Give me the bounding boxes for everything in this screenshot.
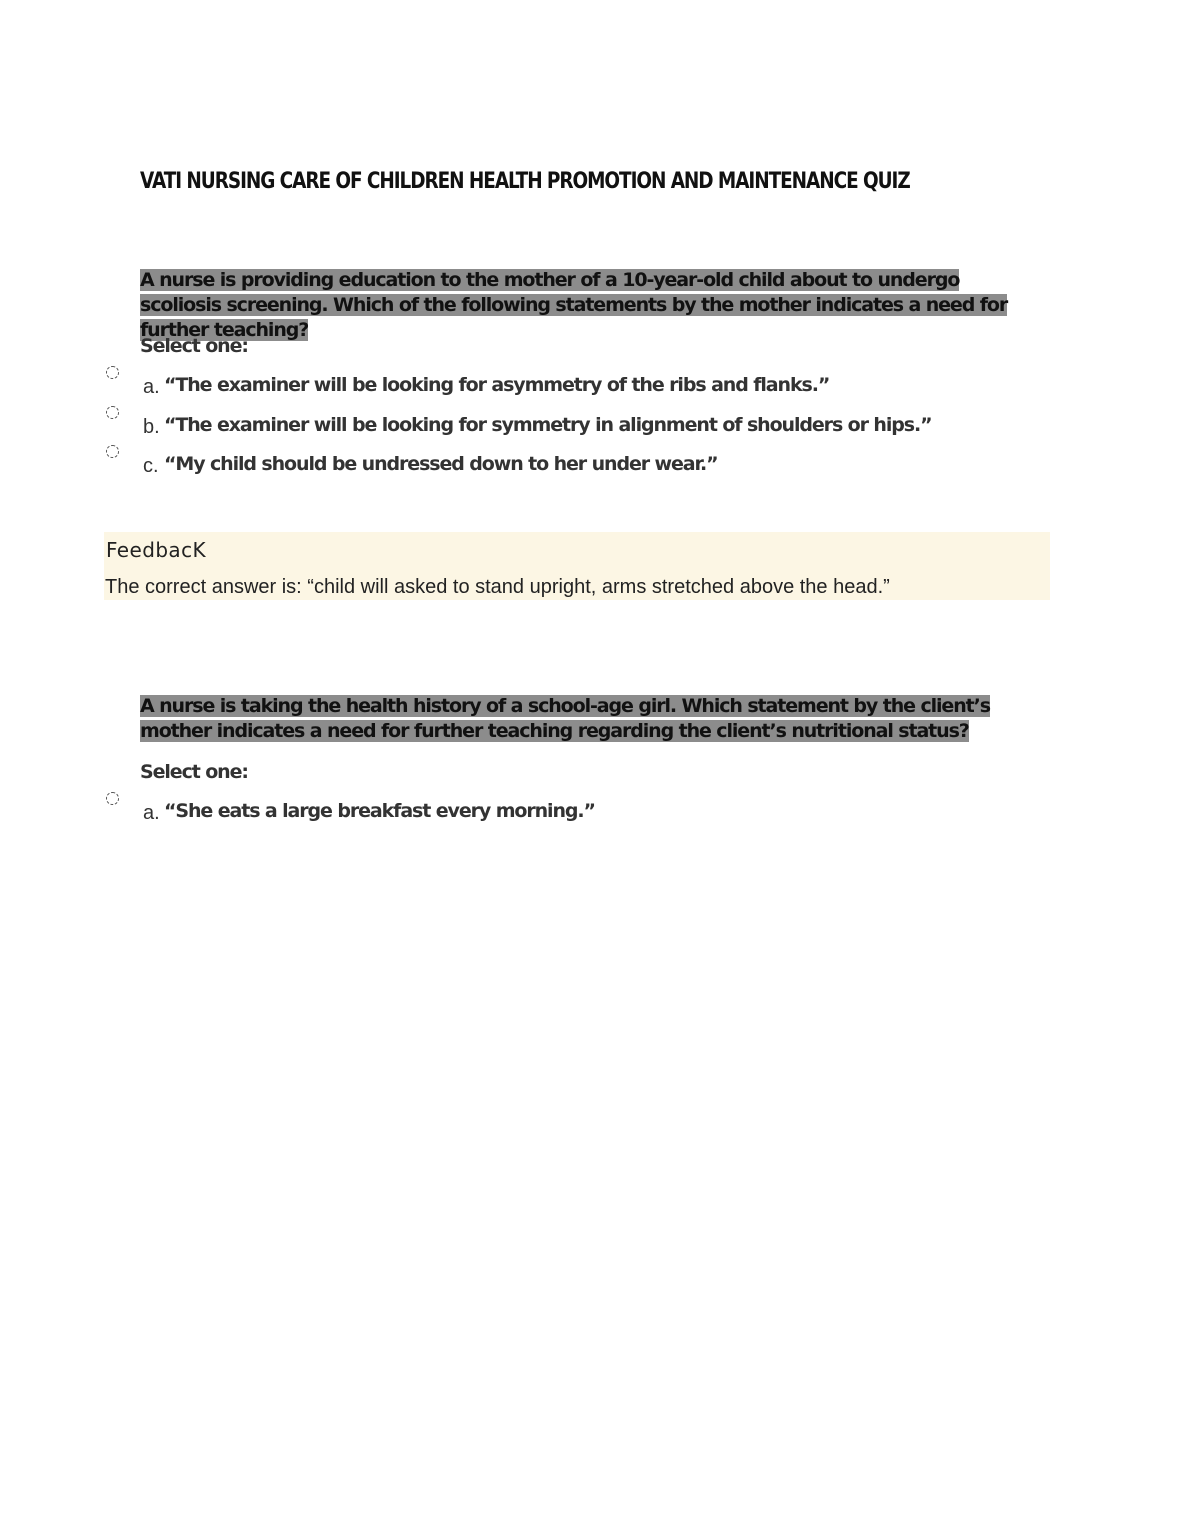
radio-unchecked-icon[interactable]	[106, 366, 119, 379]
document-title: VATI NURSING CARE OF CHILDREN HEALTH PROMOTION AND MAINTENANCE QUIZ	[140, 168, 910, 194]
feedback-panel	[104, 532, 1050, 600]
radio-unchecked-icon[interactable]	[106, 445, 119, 458]
option-letter: b.	[143, 416, 160, 438]
radio-unchecked-icon[interactable]	[106, 406, 119, 419]
feedback-heading: FeedbacK	[106, 538, 206, 562]
question-2-select-label: Select one:	[140, 761, 248, 783]
feedback-correct-answer: The correct answer is: “child will asked to stand upright, arms stretched above the head.”	[105, 576, 890, 598]
radio-unchecked-icon[interactable]	[106, 792, 119, 805]
option-letter: a.	[143, 802, 160, 824]
question-1-select-label: Select one:	[140, 335, 248, 357]
question-1-text	[140, 268, 1020, 343]
option-text: “The examiner will be looking for asymmetry of the ribs and flanks.”	[164, 374, 830, 396]
option-letter: c.	[143, 455, 159, 477]
question-2-highlight: A nurse is taking the health history of a school-age girl. Which statement by the client’s mother indicates a need for further teaching regarding the client’s nutritional status?	[140, 695, 990, 742]
question-2-text	[140, 694, 1020, 744]
option-text: “My child should be undressed down to her under wear.”	[164, 453, 718, 475]
option-letter: a.	[143, 376, 160, 398]
option-text: “The examiner will be looking for symmetry in alignment of shoulders or hips.”	[164, 414, 932, 436]
question-1-highlight: A nurse is providing education to the mother of a 10-year-old child about to undergo scoliosis screening. Which of the following statements by the mother indicates a need for further teaching?	[140, 269, 1008, 341]
option-text: “She eats a large breakfast every morning.”	[164, 800, 595, 822]
